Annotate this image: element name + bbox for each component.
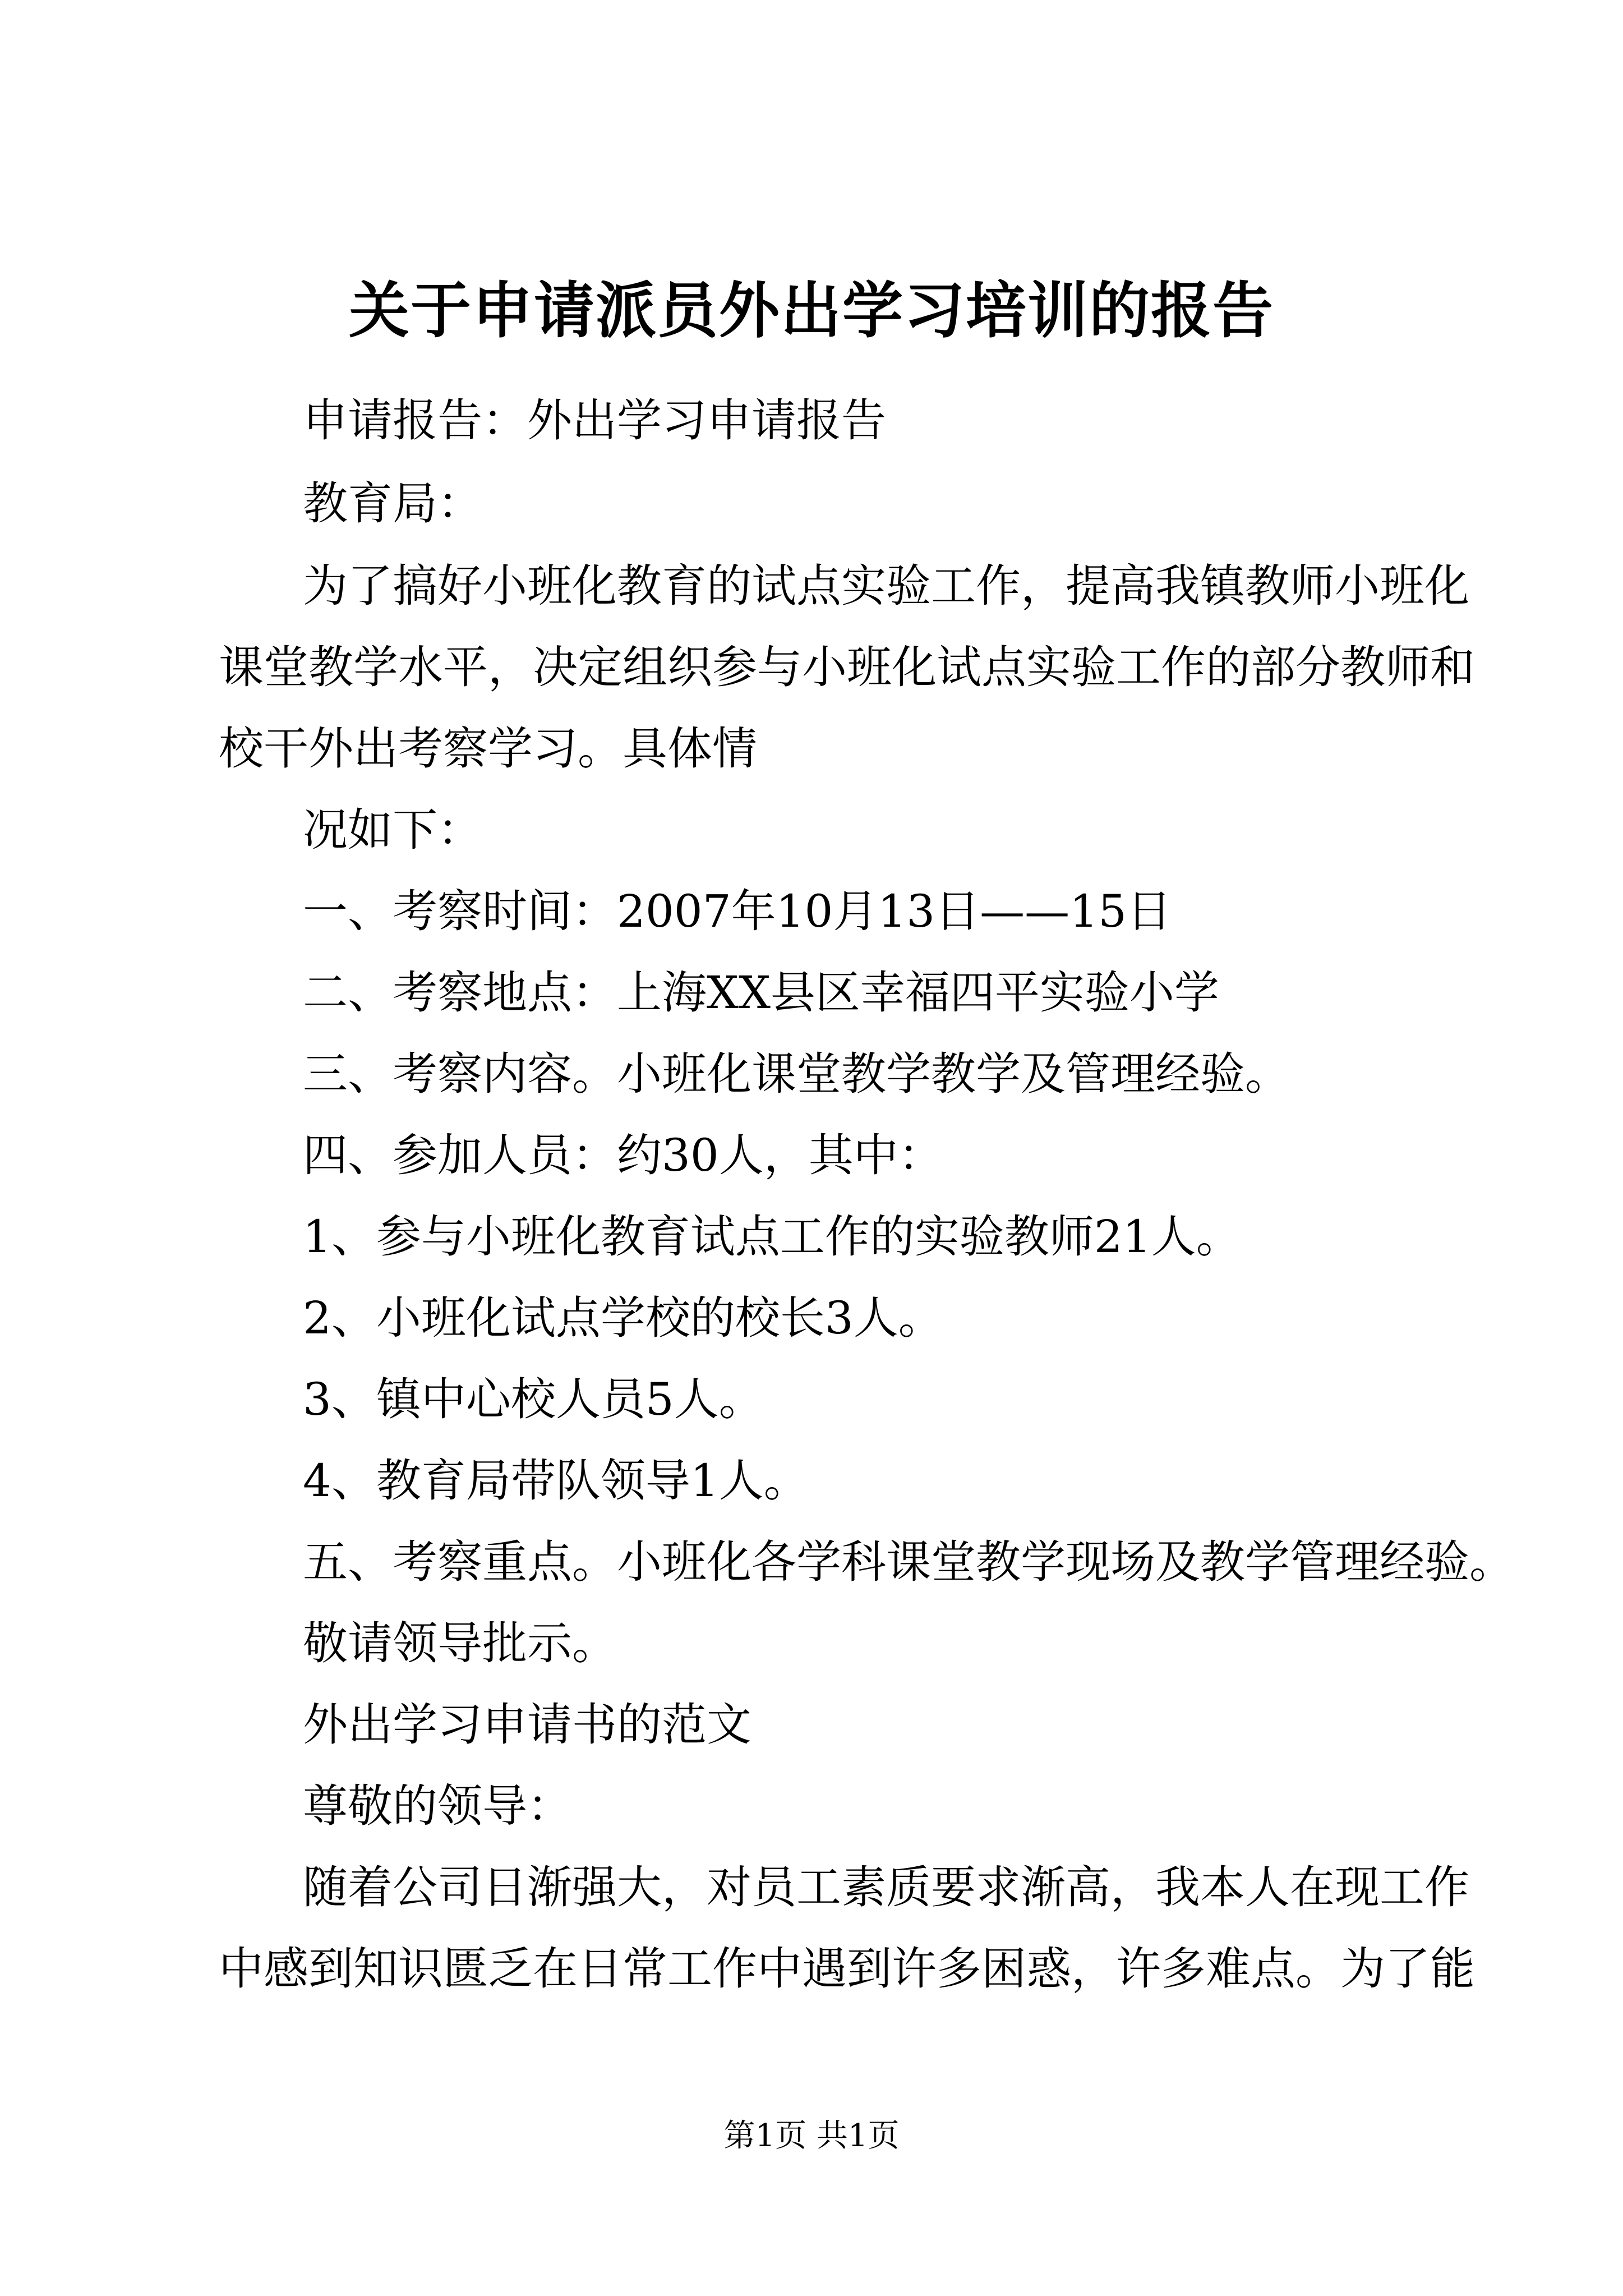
- list-item: 1、参与小班化教育试点工作的实验教师21人。: [303, 1211, 1241, 1263]
- salutation-line: 尊敬的领导：: [303, 1780, 572, 1832]
- body-paragraph-line: 随着公司日渐强大，对员工素质要求渐高，我本人在现工作: [303, 1861, 1469, 1913]
- closing-line: 敬请领导批示。: [303, 1617, 617, 1669]
- body-paragraph-line: 中感到知识匮乏在日常工作中遇到许多困惑，许多难点。为了能: [219, 1943, 1475, 1995]
- document-title: 关于申请派员外出学习培训的报告: [348, 275, 1274, 346]
- list-item: 三、考察内容。小班化课堂教学教学及管理经验。: [303, 1048, 1290, 1100]
- page-footer: 第1页 共1页: [723, 2118, 900, 2154]
- body-paragraph-line: 课堂教学水平，决定组织参与小班化试点实验工作的部分教师和: [219, 641, 1475, 693]
- body-paragraph-line: 为了搞好小班化教育的试点实验工作，提高我镇教师小班化: [303, 560, 1469, 612]
- subject-line: 申请报告：外出学习申请报告: [303, 394, 886, 447]
- list-item: 4、教育局带队领导1人。: [303, 1455, 809, 1507]
- body-paragraph-line: 校干外出考察学习。具体情: [219, 723, 757, 775]
- recipient-line: 教育局：: [303, 477, 482, 530]
- list-item: 2、小班化试点学校的校长3人。: [303, 1292, 943, 1344]
- section-heading: 外出学习申请书的范文: [303, 1699, 751, 1751]
- body-paragraph-line: 况如下：: [303, 804, 482, 856]
- list-item: 五、考察重点。小班化各学科课堂教学现场及教学管理经验。: [303, 1536, 1514, 1588]
- list-item: 二、考察地点：上海XX县区幸福四平实验小学: [303, 967, 1219, 1019]
- list-item: 四、参加人员：约30人，其中：: [303, 1129, 943, 1181]
- list-item: 3、镇中心校人员5人。: [303, 1373, 764, 1425]
- list-item: 一、考察时间：2007年10月13日——15日: [303, 885, 1172, 937]
